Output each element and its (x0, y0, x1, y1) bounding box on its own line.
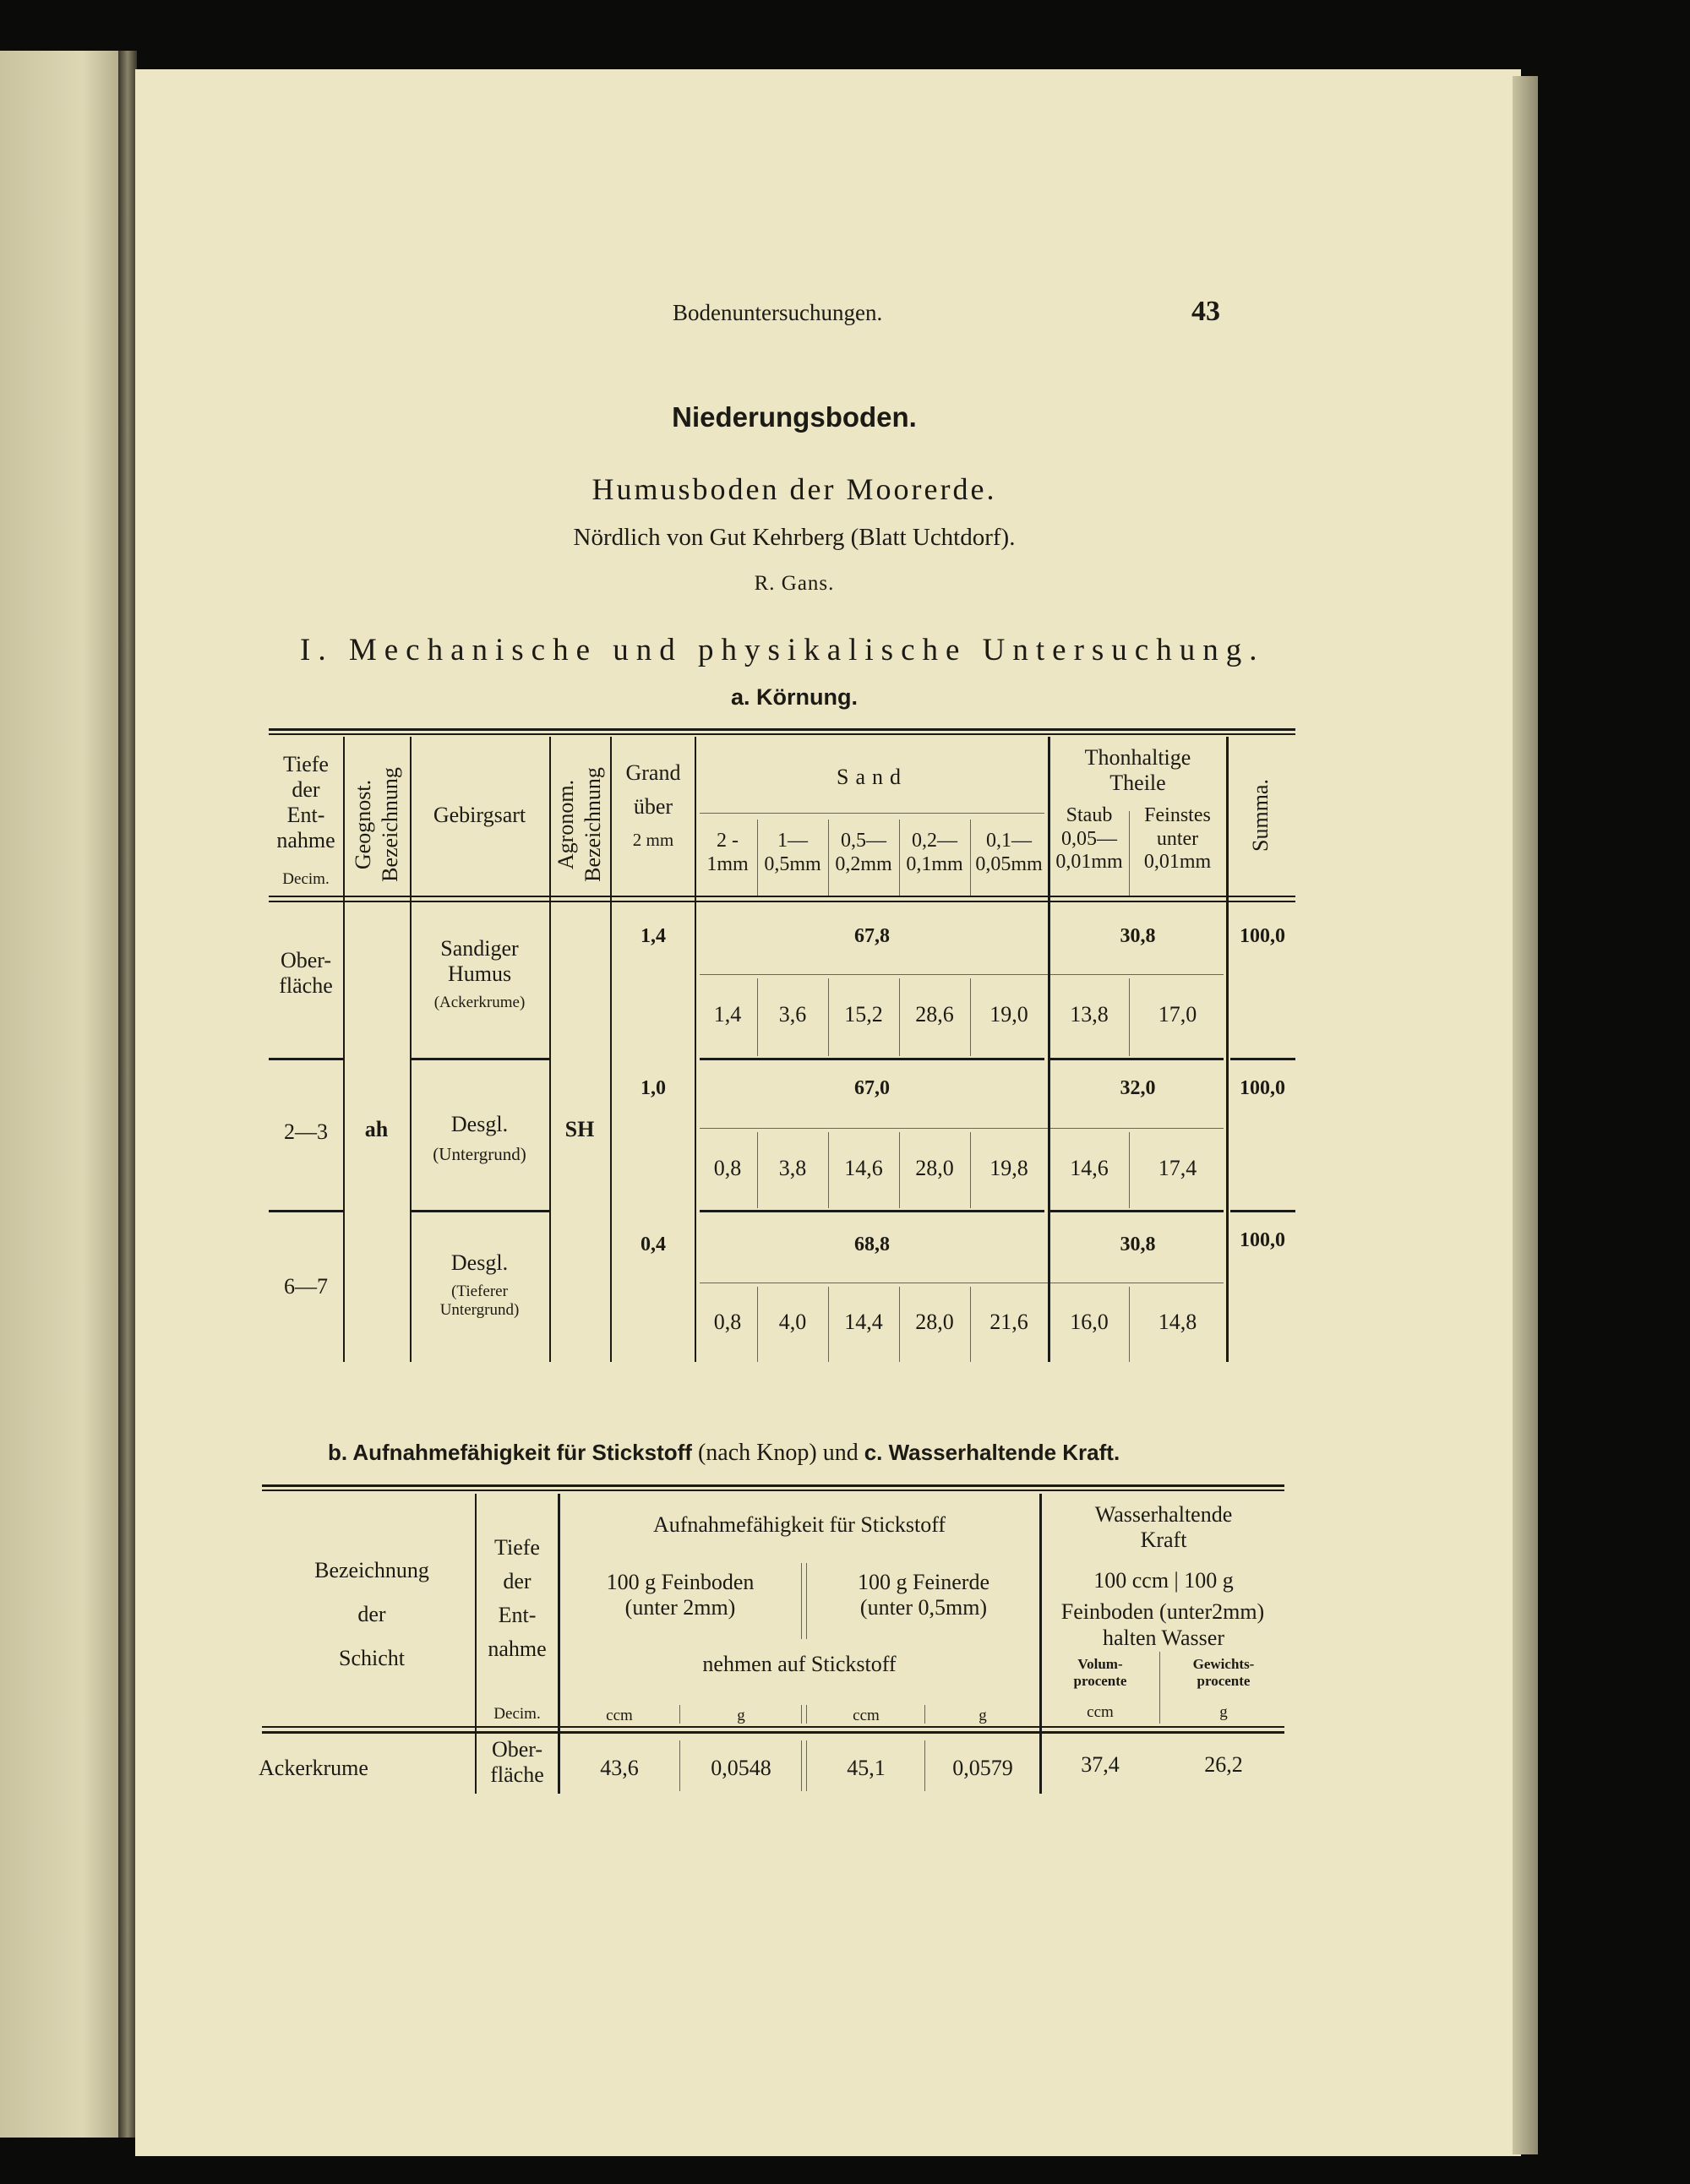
row3-sand-2: 4,0 (778, 1310, 807, 1334)
nehmen-auf-stickstoff: nehmen auf Stickstoff (702, 1652, 897, 1676)
row1-sand-2: 3,6 (778, 1002, 807, 1027)
row1-feinstes: 17,0 (1158, 1002, 1197, 1027)
col-feinboden-header: 100 g Feinboden (unter 2mm) (606, 1570, 755, 1620)
value-feinerde-g: 0,0579 (952, 1756, 1013, 1780)
col-tiefe-b-unit: Decim. (493, 1705, 541, 1723)
row2-thon-total: 32,0 (1120, 1077, 1156, 1099)
row2-grand: 1,0 (641, 1077, 666, 1099)
row1-summa: 100,0 (1240, 925, 1285, 947)
row2-tiefe: 2—3 (284, 1119, 328, 1144)
wasser-line-2: Feinboden (unter2mm) (1060, 1599, 1265, 1624)
row2-sand-2: 3,8 (778, 1156, 807, 1180)
col-wasser-header: Wasserhaltende Kraft (1094, 1502, 1233, 1552)
sand-col-1-header: 2 - 1mm (706, 830, 749, 875)
row3-gebirgsart: Desgl. (450, 1250, 509, 1275)
subsection-b-heading: b. Aufnahmefähigkeit für Stickstoff (nach Knop) und c. Wasserhaltende Kraft. (328, 1440, 1120, 1466)
row3-sand-5: 21,6 (989, 1310, 1028, 1334)
unit-ccm-2: ccm (853, 1707, 880, 1724)
col-bezeichnung-header: Bezeichnung der Schicht (314, 1558, 429, 1670)
row1-sand-3: 15,2 (844, 1002, 883, 1027)
row2-feinstes: 17,4 (1158, 1156, 1197, 1180)
value-feinerde-ccm: 45,1 (847, 1756, 886, 1780)
unit-wasser-ccm: ccm (1087, 1703, 1114, 1721)
value-feinboden-g: 0,0548 (711, 1756, 771, 1780)
col-gebirgsart-header: Gebirgsart (433, 803, 526, 827)
col-volumprocente-header: Volum- procente (1073, 1656, 1127, 1689)
col-geognost-header: Geognost. Bezeichnung (351, 767, 402, 882)
geognost-value: ah (364, 1117, 389, 1141)
wasser-sub-header: 100 ccm | 100 g (1093, 1568, 1234, 1593)
col-agronom-header: Agronom. Bezeichnung (553, 767, 605, 882)
location-line: Nördlich von Gut Kehrberg (Blatt Uchtdorf). (573, 524, 1016, 551)
row2-gebirgsart-note: (Untergrund) (433, 1144, 526, 1164)
row-schicht: Ackerkrume (259, 1756, 368, 1780)
row3-thon-total: 30,8 (1120, 1234, 1156, 1255)
sand-col-3-header: 0,5— 0,2mm (835, 830, 892, 875)
row1-grand: 1,4 (641, 925, 666, 947)
row3-feinstes: 14,8 (1158, 1310, 1197, 1334)
row2-sand-total: 67,0 (854, 1077, 890, 1099)
row3-grand: 0,4 (641, 1234, 666, 1255)
row1-tiefe: Ober- fläche (279, 948, 333, 998)
unit-g-2: g (979, 1707, 987, 1724)
sand-col-5-header: 0,1— 0,05mm (975, 830, 1043, 875)
col-gewichtsprocente-header: Gewichts- procente (1192, 1656, 1255, 1689)
col-feinerde-header: 100 g Feinerde (unter 0,5mm) (858, 1570, 989, 1620)
subtitle: Humusboden der Moorerde. (592, 472, 997, 506)
col-grand-header: Grand über 2 mm (625, 760, 681, 850)
row1-staub: 13,8 (1070, 1002, 1109, 1027)
right-page-edge (1513, 76, 1538, 2154)
col-sand-header: Sand (837, 765, 908, 789)
left-page-edge (0, 51, 118, 2138)
value-feinboden-ccm: 43,6 (600, 1756, 639, 1780)
row2-sand-3: 14,6 (844, 1156, 883, 1180)
row2-sand-1: 0,8 (713, 1156, 742, 1180)
author: R. Gans. (754, 572, 835, 595)
unit-ccm-1: ccm (606, 1707, 633, 1724)
running-title: Bodenuntersuchungen. (673, 300, 883, 325)
row1-sand-5: 19,0 (989, 1002, 1028, 1027)
page-title: Niederungsboden. (672, 401, 917, 433)
row3-gebirgsart-note: (Tieferer Untergrund) (439, 1283, 520, 1319)
row3-sand-4: 28,0 (915, 1310, 954, 1334)
row3-staub: 16,0 (1070, 1310, 1109, 1334)
row3-sand-1: 0,8 (713, 1310, 742, 1334)
row1-sand-1: 1,4 (713, 1002, 742, 1027)
col-tiefe-unit: Decim. (282, 870, 330, 888)
unit-g-1: g (737, 1707, 745, 1724)
col-thon-header: Thonhaltige Theile (1084, 745, 1191, 795)
col-aufnahme-header: Aufnahmefähigkeit für Stickstoff (652, 1512, 946, 1537)
col-staub-header: Staub 0,05— 0,01mm (1055, 804, 1123, 874)
value-gewichtsprocente: 26,2 (1204, 1752, 1243, 1777)
col-tiefe-b-header: Tiefe der Ent- nahme (488, 1535, 547, 1661)
row3-sand-total: 68,8 (854, 1234, 890, 1255)
col-feinstes-header: Feinstes unter 0,01mm (1143, 804, 1212, 874)
col-summa-header: Summa. (1248, 779, 1273, 852)
value-volumprocente: 37,4 (1081, 1752, 1120, 1777)
row1-gebirgsart-note: (Ackerkrume) (433, 994, 526, 1011)
row1-gebirgsart: Sandiger Humus (440, 936, 519, 986)
row-tiefe-b: Ober- fläche (490, 1737, 544, 1787)
row3-sand-3: 14,4 (844, 1310, 883, 1334)
wasser-line-3: halten Wasser (1103, 1626, 1224, 1650)
book-spine (118, 51, 137, 2138)
agronom-value: SH (564, 1117, 595, 1141)
row1-sand-4: 28,6 (915, 1002, 954, 1027)
row2-gebirgsart: Desgl. (450, 1112, 509, 1136)
row2-staub: 14,6 (1070, 1156, 1109, 1180)
col-tiefe-header: Tiefe der Ent- nahme (276, 752, 335, 852)
row3-tiefe: 6—7 (284, 1274, 328, 1299)
row1-sand-total: 67,8 (854, 925, 890, 947)
section-heading: I. Mechanische und physikalische Untersuchung. (300, 633, 1265, 667)
row2-sand-5: 19,8 (989, 1156, 1028, 1180)
unit-wasser-g: g (1219, 1703, 1228, 1721)
sand-col-4-header: 0,2— 0,1mm (906, 830, 963, 875)
page-number: 43 (1191, 296, 1220, 327)
row3-summa: 100,0 (1240, 1229, 1285, 1251)
row2-sand-4: 28,0 (915, 1156, 954, 1180)
row1-thon-total: 30,8 (1120, 925, 1156, 947)
row2-summa: 100,0 (1240, 1077, 1285, 1099)
subsection-a-heading: a. Körnung. (731, 684, 858, 710)
sand-col-2-header: 1— 0,5mm (764, 830, 821, 875)
